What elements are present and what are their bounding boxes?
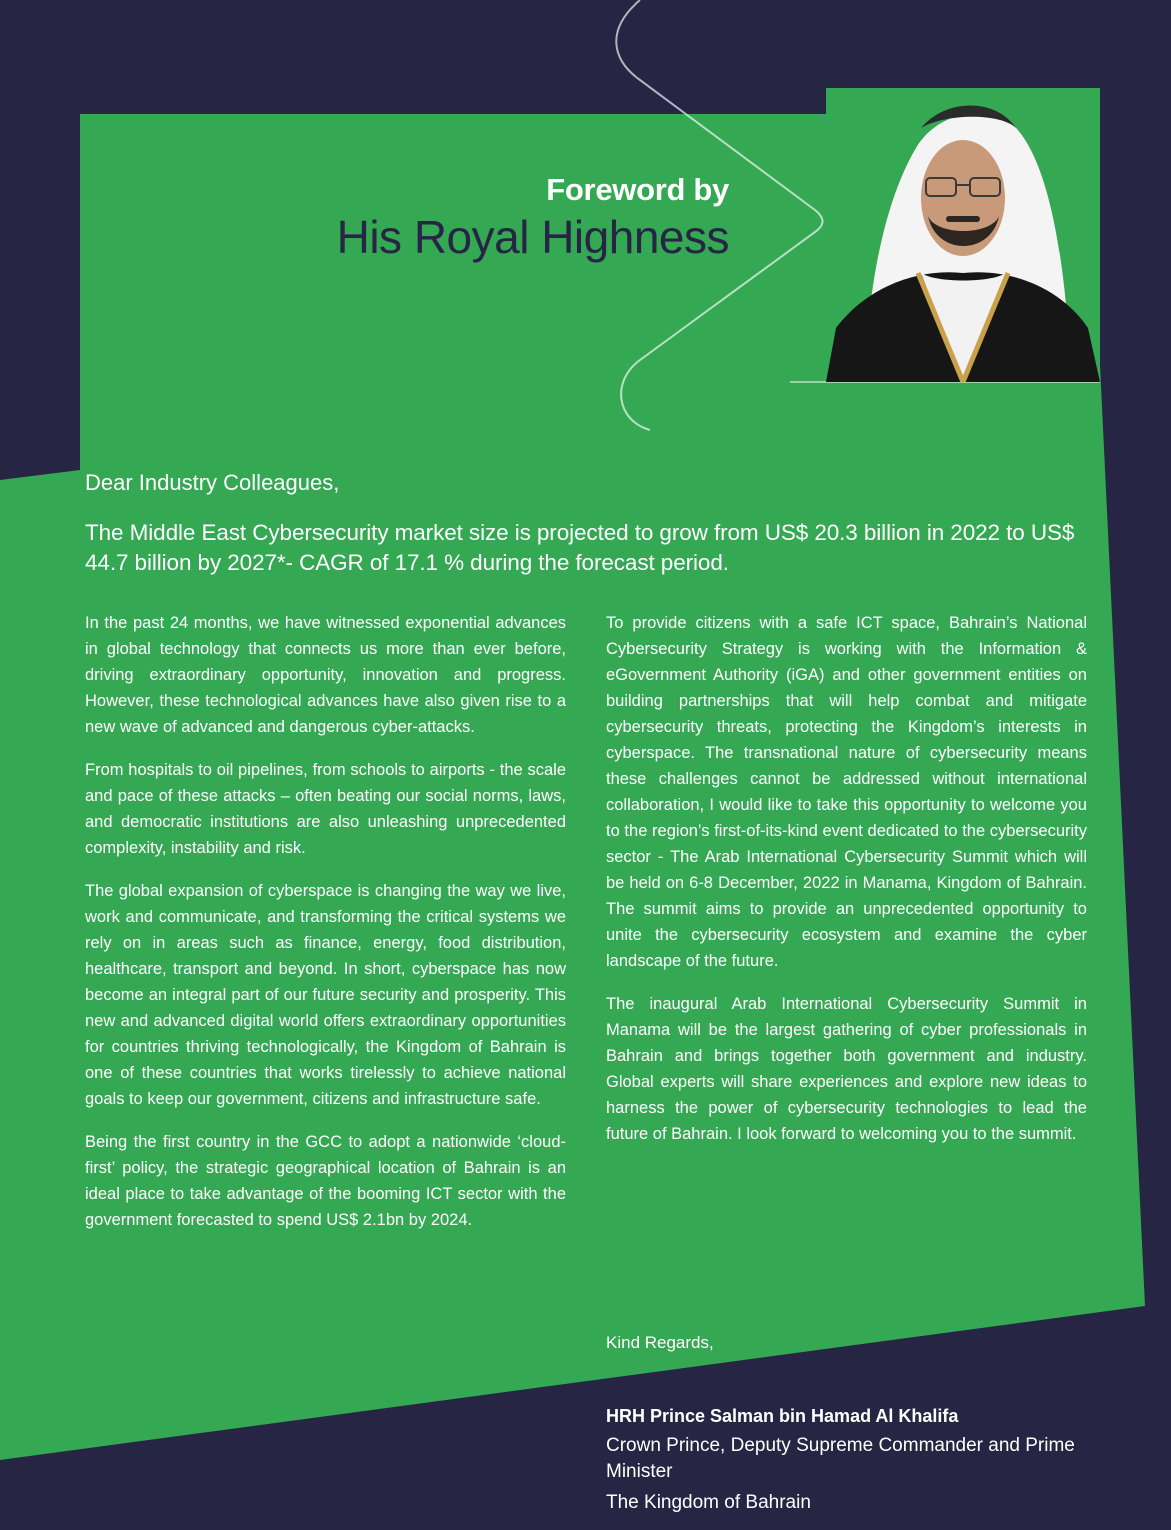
left-column	[85, 610, 566, 1250]
paragraph: In the past 24 months, we have witnessed exponential advances in global technology that connects us more than ever before, driving extraordinary opportunity, innovation and progress. However, these technological advances have also given rise to a new wave of advanced and dangerous cyber-attacks.	[85, 614, 566, 736]
signature-role: Crown Prince, Deputy Supreme Commander and Prime Minister	[606, 1435, 1075, 1482]
green-panel-left	[0, 470, 80, 1110]
crown-prince-portrait-icon	[826, 88, 1100, 382]
closing: Kind Regards,	[606, 1333, 714, 1352]
paragraph: To provide citizens with a safe ICT space, Bahrain’s National Cybersecurity Strategy is working with the Information & eGovernment Authority (iGA) and other government entities on building partnerships that will help combat and mitigate cybersecurity threats, protecting the Kingdom’s interests in cyberspace. The transnational nature of cybersecurity means these challenges cannot be addressed without international collaboration, I would like to take this opportunity to welcome you to the region’s first-of-its-kind event dedicated to the cybersecurity sector - The Arab International Cybersecurity Summit which will be held on 6-8 December, 2022 in Manama, Kingdom of Bahrain. The summit aims to provide an unprecedented opportunity to unite the cybersecurity ecosystem and examine the cyber landscape of the future.	[606, 614, 1087, 970]
signature-name: HRH Prince Salman bin Hamad Al Khalifa	[606, 1406, 959, 1426]
paragraph: From hospitals to oil pipelines, from schools to airports - the scale and pace of these attacks – often beating our social norms, laws, and democratic institutions are also unleashing unprecedented complexity, instability and risk.	[85, 761, 566, 857]
paragraph: Being the first country in the GCC to adopt a nationwide ‘cloud-first’ policy, the strategic geographical location of Bahrain is an ideal place to take advantage of the booming ICT sector with the government forecasted to spend US$ 2.1bn by 2024.	[85, 1133, 566, 1229]
salutation: Dear Industry Colleagues,	[85, 470, 340, 495]
foreword-heading	[337, 172, 729, 264]
right-column	[606, 610, 1087, 1164]
heading-title: His Royal Highness	[336, 211, 729, 263]
heading-kicker: Foreword by	[546, 172, 729, 207]
market-highlight: The Middle East Cybersecurity market size is projected to grow from US$ 20.3 billion in 2022 to US$ 44.7 billion by 2027*- CAGR of 17.1 % during the forecast period.	[85, 520, 1075, 575]
signature-country: The Kingdom of Bahrain	[606, 1492, 811, 1513]
paragraph: The inaugural Arab International Cybersecurity Summit in Manama will be the largest gathering of cyber professionals in Bahrain and brings together both government and industry. Global experts will share experiences and explore new ideas to harness the power of cybersecurity technologies to lead the future of Bahrain. I look forward to welcoming you to the summit.	[606, 995, 1087, 1143]
paragraph: The global expansion of cyberspace is changing the way we live, work and communicate, and transforming the critical systems we rely on in areas such as finance, energy, food distribution, healthcare, transport and beyond. In short, cyberspace has now become an integral part of our future security and prosperity. This new and advanced digital world offers extraordinary opportunities for countries thriving technologically, the Kingdom of Bahrain is one of these countries that works tirelessly to achieve national goals to keep our government, citizens and infrastructure safe.	[85, 882, 566, 1108]
portrait	[826, 88, 1100, 382]
